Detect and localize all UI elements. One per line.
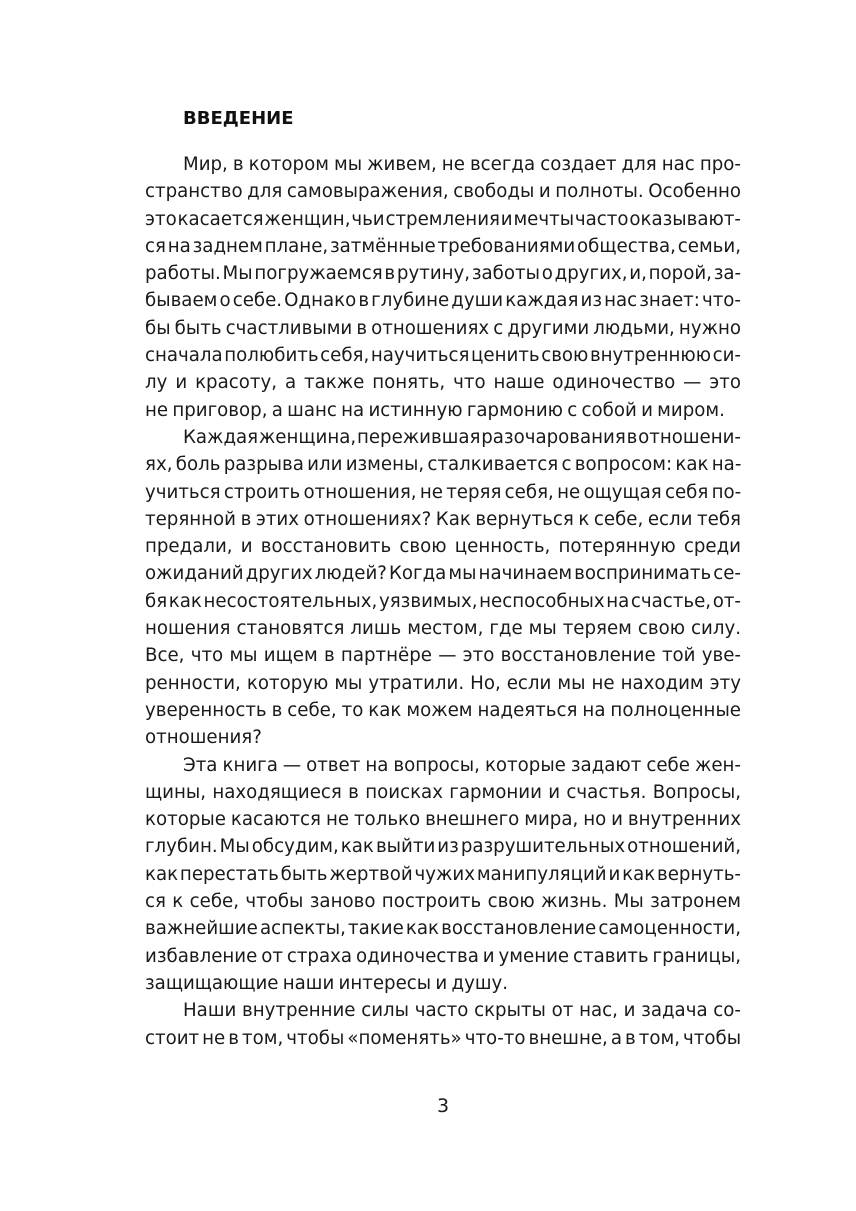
text-line: ожиданий других людей? Когда мы начинаем воспринимать се- — [145, 563, 741, 585]
paragraph-2 — [145, 424, 741, 752]
text-line: Наши внутренние силы часто скрыты от нас, и задача со- — [183, 1000, 741, 1022]
text-line: как перестать быть жертвой чужих манипуляций и как вернуть- — [145, 863, 741, 885]
text-line: странство для самовыражения, свободы и полноты. Особенно — [145, 181, 741, 203]
text-line: ношения становятся лишь местом, где мы теряем свою силу. — [145, 618, 741, 640]
page-number: 3 — [436, 1095, 450, 1117]
text-line: ях, боль разрыва или измены, сталкивается с вопросом: как на- — [145, 454, 742, 476]
text-line: бы быть счастливыми в отношениях с другими людьми, нужно — [145, 317, 741, 339]
text-line: терянной в этих отношениях? Как вернуться к себе, если тебя — [145, 508, 741, 530]
text-line: не приговор, а шанс на истинную гармонию с собой и миром. — [145, 399, 725, 421]
text-line: работы. Мы погружаемся в рутину, заботы о других, и, порой, за- — [145, 263, 742, 285]
paragraph-4 — [145, 997, 741, 1052]
text-line: защищающие наши интересы и душу. — [145, 972, 509, 994]
book-page — [145, 0, 741, 1211]
text-line: сначала полюбить себя, научиться ценить свою внутреннюю си- — [145, 345, 741, 367]
text-line: ренности, которую мы утратили. Но, если мы не находим эту — [145, 672, 741, 694]
text-line: глубин. Мы обсудим, как выйти из разрушительных отношений, — [145, 836, 742, 858]
text-line: бываем о себе. Однако в глубине души каждая из нас знает: что- — [145, 290, 741, 312]
text-line: Эта книга — ответ на вопросы, которые задают себе жен- — [183, 754, 741, 776]
text-line: ся на заднем плане, затмённые требованиями общества, семьи, — [145, 235, 741, 257]
text-line: которые касаются не только внешнего мира, но и внутренних — [145, 809, 741, 831]
text-line: Мир, в котором мы живем, не всегда создает для нас про- — [183, 154, 741, 175]
paragraph-1 — [145, 151, 741, 424]
text-line: Каждая женщина, пережившая разочарования в отношени- — [183, 426, 741, 448]
text-line: стоит не в том, чтобы «поменять» что-то внешне, а в том, чтобы — [145, 1027, 742, 1049]
text-line: лу и красоту, а также понять, что наше одиночество — это — [145, 372, 741, 394]
text-line: Все, что мы ищем в партнёре — это восстановление той уве- — [145, 645, 741, 667]
text-line: уверенность в себе, то как можем надеяться на полноценные — [145, 699, 741, 721]
text-line: ся к себе, чтобы заново построить свою жизнь. Мы затронем — [145, 891, 741, 913]
text-line: бя как несостоятельных, уязвимых, неспособных на счастье, от- — [145, 590, 741, 612]
text-line: щины, находящиеся в поисках гармонии и счастья. Вопросы, — [145, 781, 741, 803]
text-line: это касается женщин, чьи стремления и мечты часто оказывают- — [145, 208, 741, 230]
text-line: учиться строить отношения, не теряя себя, не ощущая себя по- — [145, 481, 742, 503]
text-line: предали, и восстановить свою ценность, потерянную среди — [145, 536, 741, 558]
text-line: избавление от страха одиночества и умение ставить границы, — [145, 945, 741, 967]
text-line: отношения? — [145, 727, 262, 749]
text-line: важнейшие аспекты, такие как восстановление самоценности, — [145, 918, 741, 940]
body-text — [145, 151, 741, 1052]
chapter-heading: ВВЕДЕНИЕ — [183, 108, 294, 129]
paragraph-3 — [145, 752, 741, 998]
